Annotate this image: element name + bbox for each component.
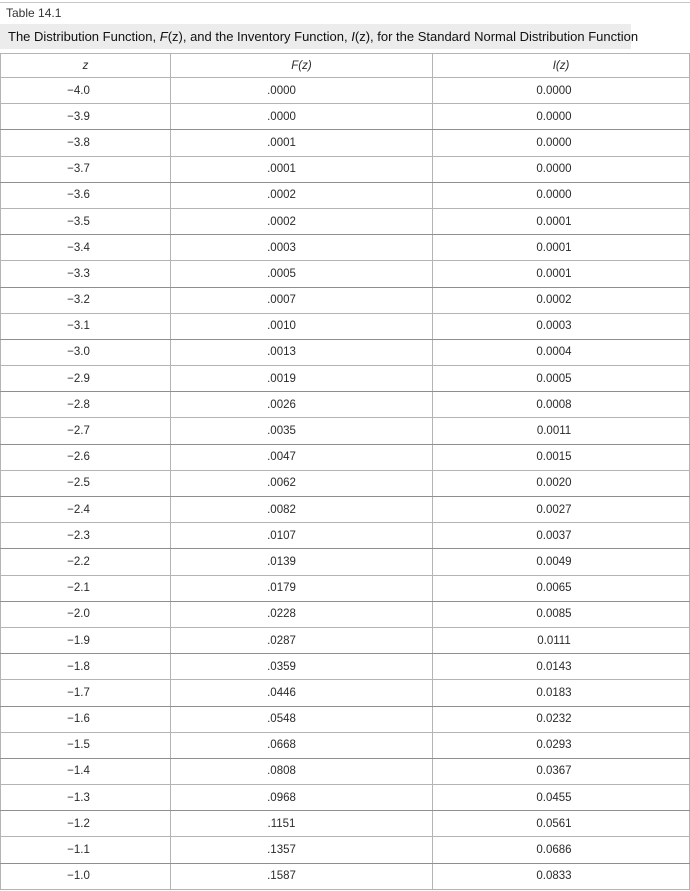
cell-fz: .0359 xyxy=(171,654,433,680)
cell-z: −4.0 xyxy=(1,78,171,104)
cell-iz: 0.0004 xyxy=(433,339,690,365)
cell-fz: .0005 xyxy=(171,261,433,287)
cell-fz: .0287 xyxy=(171,627,433,653)
cell-iz: 0.0232 xyxy=(433,706,690,732)
table-row xyxy=(1,654,690,680)
cell-z: −3.7 xyxy=(1,156,171,182)
cell-iz: 0.0001 xyxy=(433,208,690,234)
cell-fz: .0002 xyxy=(171,182,433,208)
cell-fz: .0548 xyxy=(171,706,433,732)
cell-fz: .0062 xyxy=(171,470,433,496)
cell-fz: .0668 xyxy=(171,732,433,758)
table-row xyxy=(1,444,690,470)
cell-z: −3.6 xyxy=(1,182,171,208)
cell-z: −2.2 xyxy=(1,549,171,575)
cell-iz: 0.0000 xyxy=(433,78,690,104)
table-row xyxy=(1,392,690,418)
cell-z: −2.1 xyxy=(1,575,171,601)
cell-iz: 0.0065 xyxy=(433,575,690,601)
cell-fz: .0968 xyxy=(171,785,433,811)
cell-fz: .1587 xyxy=(171,863,433,889)
cell-iz: 0.0001 xyxy=(433,261,690,287)
cell-iz: 0.0005 xyxy=(433,366,690,392)
table-row xyxy=(1,706,690,732)
cell-iz: 0.0049 xyxy=(433,549,690,575)
cell-z: −2.6 xyxy=(1,444,171,470)
cell-z: −1.1 xyxy=(1,837,171,863)
table-row xyxy=(1,235,690,261)
cell-z: −3.1 xyxy=(1,313,171,339)
table-row xyxy=(1,811,690,837)
table-row xyxy=(1,732,690,758)
caption-f-symbol: F xyxy=(159,29,168,44)
top-divider xyxy=(0,2,690,3)
cell-fz: .0179 xyxy=(171,575,433,601)
table-row xyxy=(1,523,690,549)
table-row xyxy=(1,680,690,706)
cell-fz: .0000 xyxy=(171,104,433,130)
cell-fz: .0013 xyxy=(171,339,433,365)
caption-text-3: (z), for the Standard Normal Distribution Function xyxy=(354,29,639,44)
cell-z: −3.2 xyxy=(1,287,171,313)
cell-iz: 0.0111 xyxy=(433,627,690,653)
distribution-table xyxy=(0,53,690,890)
cell-z: −1.4 xyxy=(1,758,171,784)
cell-z: −3.8 xyxy=(1,130,171,156)
cell-iz: 0.0002 xyxy=(433,287,690,313)
caption-i-symbol: I xyxy=(351,29,355,44)
table-row xyxy=(1,627,690,653)
cell-fz: .0007 xyxy=(171,287,433,313)
table-row xyxy=(1,78,690,104)
table-row xyxy=(1,837,690,863)
table-row xyxy=(1,497,690,523)
cell-z: −1.6 xyxy=(1,706,171,732)
cell-fz: .0446 xyxy=(171,680,433,706)
table-row xyxy=(1,785,690,811)
cell-z: −1.2 xyxy=(1,811,171,837)
cell-iz: 0.0561 xyxy=(433,811,690,837)
cell-z: −3.3 xyxy=(1,261,171,287)
cell-z: −1.9 xyxy=(1,627,171,653)
table-row xyxy=(1,549,690,575)
cell-iz: 0.0293 xyxy=(433,732,690,758)
header-iz: I(z) xyxy=(433,54,690,78)
table-header-row xyxy=(1,54,690,78)
cell-fz: .0107 xyxy=(171,523,433,549)
cell-z: −3.5 xyxy=(1,208,171,234)
table-row xyxy=(1,104,690,130)
cell-iz: 0.0000 xyxy=(433,156,690,182)
cell-z: −2.0 xyxy=(1,601,171,627)
cell-fz: .0082 xyxy=(171,497,433,523)
cell-z: −2.4 xyxy=(1,497,171,523)
table-caption xyxy=(0,24,639,49)
cell-fz: .0047 xyxy=(171,444,433,470)
cell-z: −3.0 xyxy=(1,339,171,365)
cell-z: −2.3 xyxy=(1,523,171,549)
cell-fz: .0026 xyxy=(171,392,433,418)
table-row xyxy=(1,182,690,208)
cell-z: −2.9 xyxy=(1,366,171,392)
caption-text-1: The Distribution Function, xyxy=(8,29,160,44)
cell-z: −1.3 xyxy=(1,785,171,811)
cell-fz: .0001 xyxy=(171,156,433,182)
table-row xyxy=(1,208,690,234)
cell-fz: .0808 xyxy=(171,758,433,784)
cell-iz: 0.0015 xyxy=(433,444,690,470)
cell-z: −3.4 xyxy=(1,235,171,261)
cell-fz: .1151 xyxy=(171,811,433,837)
table-number-label: Table 14.1 xyxy=(6,6,62,20)
table-row xyxy=(1,863,690,889)
table-row xyxy=(1,130,690,156)
cell-iz: 0.0011 xyxy=(433,418,690,444)
table-row xyxy=(1,575,690,601)
cell-fz: .0228 xyxy=(171,601,433,627)
cell-fz: .0019 xyxy=(171,366,433,392)
table-row xyxy=(1,313,690,339)
cell-z: −1.7 xyxy=(1,680,171,706)
header-fz: F(z) xyxy=(171,54,433,78)
cell-iz: 0.0833 xyxy=(433,863,690,889)
table-row xyxy=(1,339,690,365)
cell-z: −3.9 xyxy=(1,104,171,130)
cell-iz: 0.0686 xyxy=(433,837,690,863)
cell-iz: 0.0000 xyxy=(433,182,690,208)
table-row xyxy=(1,156,690,182)
cell-iz: 0.0027 xyxy=(433,497,690,523)
table-row xyxy=(1,418,690,444)
cell-iz: 0.0003 xyxy=(433,313,690,339)
table-row xyxy=(1,366,690,392)
cell-iz: 0.0001 xyxy=(433,235,690,261)
cell-iz: 0.0008 xyxy=(433,392,690,418)
header-z: z xyxy=(1,54,171,78)
cell-iz: 0.0020 xyxy=(433,470,690,496)
cell-z: −2.5 xyxy=(1,470,171,496)
cell-fz: .0003 xyxy=(171,235,433,261)
cell-fz: .0139 xyxy=(171,549,433,575)
table-row xyxy=(1,261,690,287)
cell-fz: .0001 xyxy=(171,130,433,156)
cell-fz: .1357 xyxy=(171,837,433,863)
table-row xyxy=(1,287,690,313)
cell-fz: .0000 xyxy=(171,78,433,104)
table-body xyxy=(1,78,690,890)
cell-z: −1.0 xyxy=(1,863,171,889)
cell-iz: 0.0455 xyxy=(433,785,690,811)
cell-fz: .0010 xyxy=(171,313,433,339)
cell-z: −1.8 xyxy=(1,654,171,680)
cell-z: −2.8 xyxy=(1,392,171,418)
caption-text-2: (z), and the Inventory Function, xyxy=(167,29,352,44)
cell-iz: 0.0000 xyxy=(433,104,690,130)
cell-fz: .0002 xyxy=(171,208,433,234)
cell-z: −1.5 xyxy=(1,732,171,758)
table-row xyxy=(1,601,690,627)
cell-iz: 0.0000 xyxy=(433,130,690,156)
cell-iz: 0.0367 xyxy=(433,758,690,784)
cell-fz: .0035 xyxy=(171,418,433,444)
cell-z: −2.7 xyxy=(1,418,171,444)
table-row xyxy=(1,758,690,784)
cell-iz: 0.0085 xyxy=(433,601,690,627)
table-row xyxy=(1,470,690,496)
cell-iz: 0.0183 xyxy=(433,680,690,706)
cell-iz: 0.0037 xyxy=(433,523,690,549)
cell-iz: 0.0143 xyxy=(433,654,690,680)
